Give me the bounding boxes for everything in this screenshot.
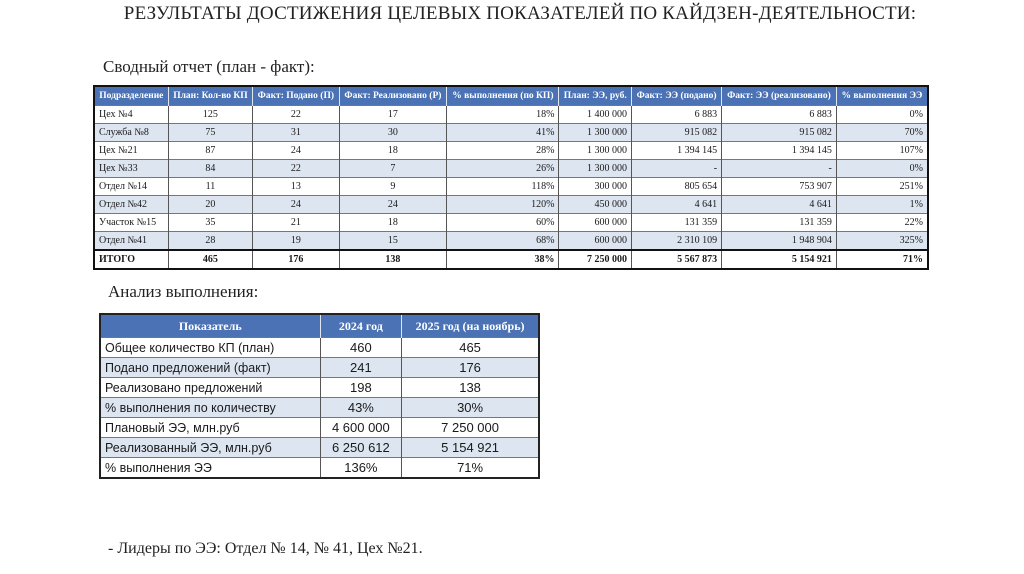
summary-heading: Сводный отчет (план - факт): (103, 57, 315, 76)
summary-cell: 753 907 (722, 178, 837, 196)
summary-cell: Отдел №14 (94, 178, 168, 196)
summary-cell: 6 883 (632, 106, 722, 124)
summary-cell: 1% (836, 196, 928, 214)
summary-header-cell: % выполнения ЭЭ (836, 86, 928, 106)
summary-header-cell: Подразделение (94, 86, 168, 106)
summary-cell: 251% (836, 178, 928, 196)
analysis-cell: Реализованный ЭЭ, млн.руб (100, 438, 320, 458)
table-row (94, 196, 928, 214)
analysis-cell: 241 (320, 358, 402, 378)
analysis-cell: % выполнения ЭЭ (100, 458, 320, 479)
summary-cell: ИТОГО (94, 250, 168, 269)
summary-cell: 5 567 873 (632, 250, 722, 269)
summary-cell: 1 948 904 (722, 232, 837, 251)
summary-cell: 71% (836, 250, 928, 269)
summary-cell: 450 000 (559, 196, 632, 214)
analysis-cell: % выполнения по количеству (100, 398, 320, 418)
summary-cell: 18 (339, 214, 447, 232)
summary-cell: 20 (168, 196, 252, 214)
summary-cell: 131 359 (632, 214, 722, 232)
summary-cell: 15 (339, 232, 447, 251)
summary-cell: 6 883 (722, 106, 837, 124)
table-row (94, 232, 928, 251)
analysis-cell: 4 600 000 (320, 418, 402, 438)
analysis-cell: 136% (320, 458, 402, 479)
summary-cell: 600 000 (559, 232, 632, 251)
table-row (94, 160, 928, 178)
leaders-note: - Лидеры по ЭЭ: Отдел № 14, № 41, Цех №21. (108, 540, 423, 557)
summary-cell: 805 654 (632, 178, 722, 196)
summary-cell: Цех №33 (94, 160, 168, 178)
summary-cell: 38% (447, 250, 559, 269)
summary-cell: 915 082 (632, 124, 722, 142)
table-row (100, 378, 539, 398)
table-row (100, 358, 539, 378)
summary-cell: 125 (168, 106, 252, 124)
summary-cell: 22% (836, 214, 928, 232)
analysis-cell: 460 (320, 338, 402, 358)
summary-cell: 68% (447, 232, 559, 251)
summary-cell: 107% (836, 142, 928, 160)
summary-cell: 176 (253, 250, 339, 269)
analysis-cell: 138 (402, 378, 539, 398)
summary-header-cell: План: Кол-во КП (168, 86, 252, 106)
summary-cell: 0% (836, 106, 928, 124)
summary-cell: 465 (168, 250, 252, 269)
summary-cell: 915 082 (722, 124, 837, 142)
summary-cell: 41% (447, 124, 559, 142)
summary-cell: 1 300 000 (559, 142, 632, 160)
table-row (100, 438, 539, 458)
summary-cell: 24 (339, 196, 447, 214)
summary-cell: 120% (447, 196, 559, 214)
summary-cell: 84 (168, 160, 252, 178)
summary-cell: 35 (168, 214, 252, 232)
summary-cell: - (722, 160, 837, 178)
summary-cell: 4 641 (632, 196, 722, 214)
analysis-header-cell: 2024 год (320, 314, 402, 338)
table-row (94, 214, 928, 232)
summary-cell: 26% (447, 160, 559, 178)
summary-cell: 138 (339, 250, 447, 269)
analysis-cell: 30% (402, 398, 539, 418)
summary-header-cell: Факт: Подано (П) (253, 86, 339, 106)
summary-cell: 5 154 921 (722, 250, 837, 269)
summary-cell: 13 (253, 178, 339, 196)
analysis-header-row (100, 314, 539, 338)
summary-cell: 30 (339, 124, 447, 142)
summary-cell: 19 (253, 232, 339, 251)
analysis-cell: 465 (402, 338, 539, 358)
summary-cell: Цех №21 (94, 142, 168, 160)
table-row (94, 124, 928, 142)
summary-header-cell: План: ЭЭ, руб. (559, 86, 632, 106)
analysis-cell: Общее количество КП (план) (100, 338, 320, 358)
summary-cell: 1 300 000 (559, 160, 632, 178)
summary-cell: 131 359 (722, 214, 837, 232)
summary-cell: Отдел №42 (94, 196, 168, 214)
analysis-cell: 71% (402, 458, 539, 479)
table-row (94, 178, 928, 196)
summary-header-cell: % выполнения (по КП) (447, 86, 559, 106)
table-row (100, 458, 539, 479)
summary-table (93, 85, 929, 270)
summary-cell: 21 (253, 214, 339, 232)
summary-cell: 24 (253, 142, 339, 160)
analysis-header-cell: Показатель (100, 314, 320, 338)
summary-cell: Цех №4 (94, 106, 168, 124)
summary-cell: Служба №8 (94, 124, 168, 142)
summary-cell: 1 394 145 (722, 142, 837, 160)
summary-cell: 28 (168, 232, 252, 251)
summary-cell: Отдел №41 (94, 232, 168, 251)
summary-cell: 17 (339, 106, 447, 124)
summary-cell: 1 394 145 (632, 142, 722, 160)
table-row (100, 398, 539, 418)
analysis-cell: Плановый ЭЭ, млн.руб (100, 418, 320, 438)
summary-cell: 18% (447, 106, 559, 124)
summary-cell: 0% (836, 160, 928, 178)
analysis-table (99, 313, 540, 479)
summary-header-cell: Факт: ЭЭ (реализовано) (722, 86, 837, 106)
summary-cell: 600 000 (559, 214, 632, 232)
summary-cell: 325% (836, 232, 928, 251)
summary-cell: 9 (339, 178, 447, 196)
summary-header-cell: Факт: Реализовано (Р) (339, 86, 447, 106)
summary-cell: 28% (447, 142, 559, 160)
summary-cell: - (632, 160, 722, 178)
summary-total-row (94, 250, 928, 269)
table-row (100, 338, 539, 358)
summary-cell: 1 300 000 (559, 124, 632, 142)
analysis-cell: 43% (320, 398, 402, 418)
analysis-heading: Анализ выполнения: (108, 282, 259, 301)
summary-cell: 75 (168, 124, 252, 142)
table-row (100, 418, 539, 438)
table-row (94, 142, 928, 160)
summary-cell: 60% (447, 214, 559, 232)
summary-cell: 11 (168, 178, 252, 196)
analysis-cell: 176 (402, 358, 539, 378)
summary-cell: 1 400 000 (559, 106, 632, 124)
summary-cell: 87 (168, 142, 252, 160)
summary-cell: 22 (253, 106, 339, 124)
summary-cell: 70% (836, 124, 928, 142)
summary-cell: 2 310 109 (632, 232, 722, 251)
summary-cell: 118% (447, 178, 559, 196)
summary-cell: Участок №15 (94, 214, 168, 232)
summary-cell: 31 (253, 124, 339, 142)
summary-header-cell: Факт: ЭЭ (подано) (632, 86, 722, 106)
analysis-header-cell: 2025 год (на ноябрь) (402, 314, 539, 338)
table-row (94, 106, 928, 124)
analysis-cell: 6 250 612 (320, 438, 402, 458)
summary-cell: 18 (339, 142, 447, 160)
analysis-cell: 5 154 921 (402, 438, 539, 458)
summary-cell: 7 (339, 160, 447, 178)
summary-cell: 4 641 (722, 196, 837, 214)
analysis-cell: 198 (320, 378, 402, 398)
summary-header-row (94, 86, 928, 106)
page-title: РЕЗУЛЬТАТЫ ДОСТИЖЕНИЯ ЦЕЛЕВЫХ ПОКАЗАТЕЛЕЙ ПО КАЙДЗЕН-ДЕЯТЕЛЬНОСТИ: (123, 3, 917, 24)
analysis-cell: Подано предложений (факт) (100, 358, 320, 378)
summary-cell: 7 250 000 (559, 250, 632, 269)
summary-cell: 300 000 (559, 178, 632, 196)
summary-cell: 22 (253, 160, 339, 178)
summary-cell: 24 (253, 196, 339, 214)
analysis-cell: Реализовано предложений (100, 378, 320, 398)
analysis-cell: 7 250 000 (402, 418, 539, 438)
